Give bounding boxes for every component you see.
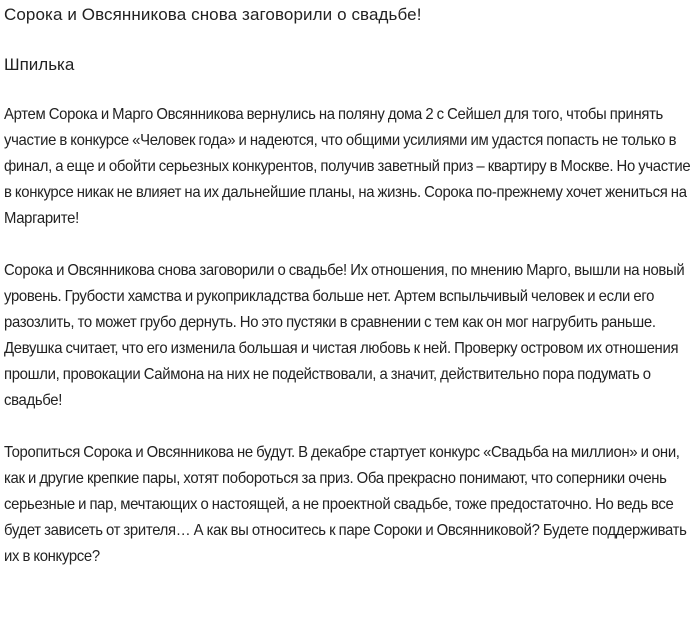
article-paragraph-2: Сорока и Овсянникова снова заговорили о свадьбе! Их отношения, по мнению Марго, вышли на новый уровень. Грубости хамства и рукоприкладства больше нет. Артем вспыльчивый человек и если его разозлить, то может грубо дернуть. Но это пустяки в сравнении с тем как он мог нагрубить раньше. Девушка считает, что его изменила большая и чистая любовь к ней. Проверку островом их отношения прошли, провокации Саймона на них не подействовали, а значит, действительно пора подумать о свадьбе! bbox=[4, 262, 685, 409]
article bbox=[4, 0, 696, 570]
article-paragraph-1: Артем Сорока и Марго Овсянникова вернулись на поляну дома 2 с Сейшел для того, чтобы принять участие в конкурсе «Человек года» и надеются, что общими усилиями им удастся попасть не только в финал, а еще и обойти серьезных конкурентов, получив заветный приз – квартиру в Москве. Но участие в конкурсе никак не влияет на их дальнейшие планы, на жизнь. Сорока по-прежнему хочет жениться на Маргарите! bbox=[4, 106, 691, 227]
article-title: Сорока и Овсянникова снова заговорили о свадьбе! bbox=[4, 5, 422, 24]
article-category: Шпилька bbox=[4, 55, 75, 74]
article-paragraph-3: Торопиться Сорока и Овсянникова не будут. В декабре стартует конкурс «Свадьба на миллион» и они, как и другие крепкие пары, хотят побороться за приз. Оба прекрасно понимают, что соперники очень серьезные и пар, мечтающих о настоящей, а не проектной свадьбе, тоже предостаточно. Но ведь все будет зависеть от зрителя… А как вы относитесь к паре Сороки и Овсянниковой? Будете поддерживать их в конкурсе? bbox=[4, 444, 687, 565]
